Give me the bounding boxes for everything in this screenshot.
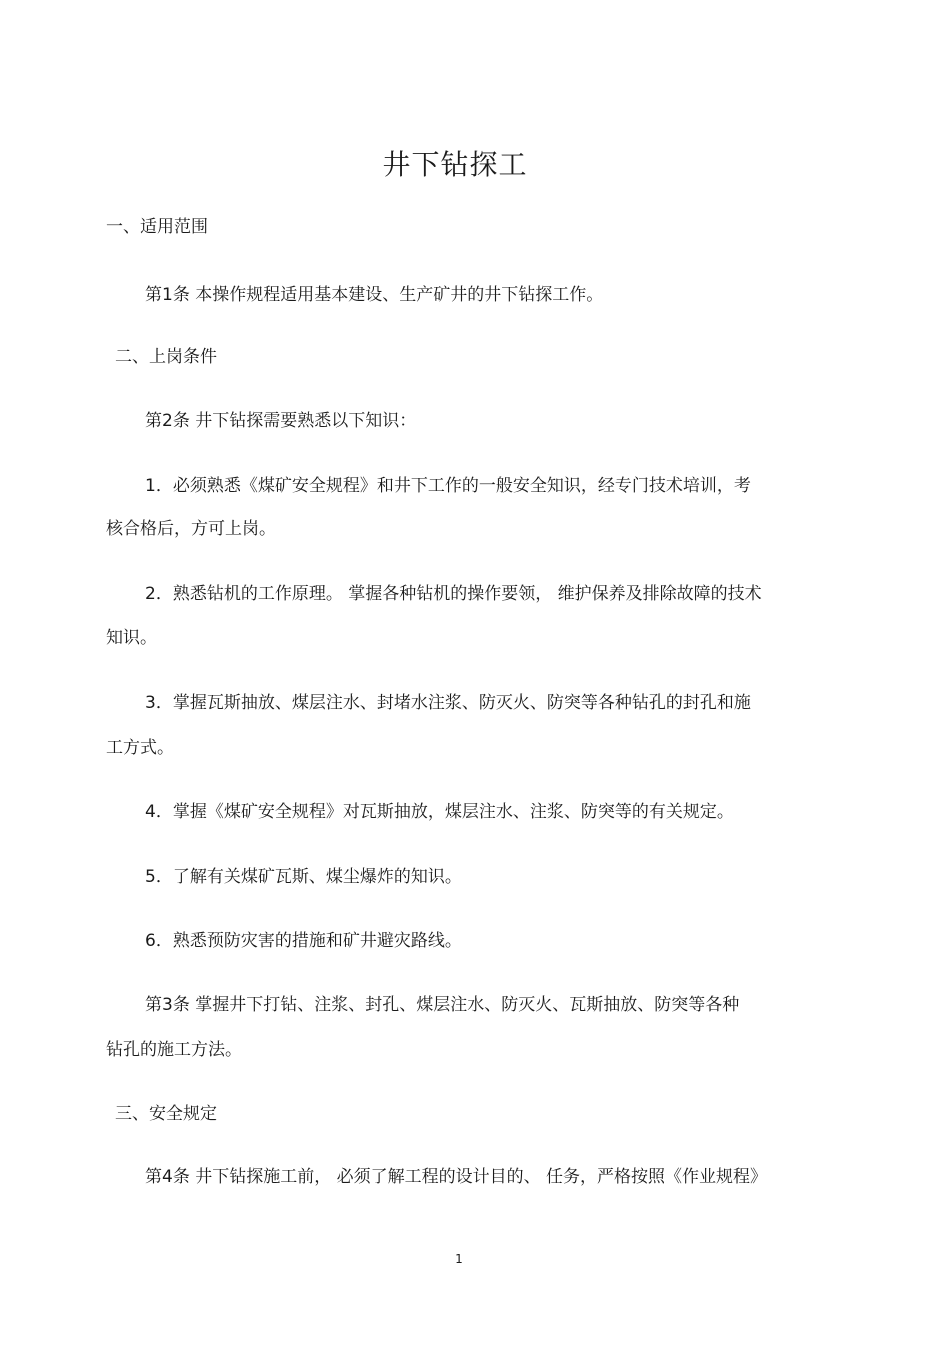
item-1-line-1: 1．必须熟悉《煤矿安全规程》和井下工作的一般安全知识，经专门技术培训，考 — [145, 476, 751, 496]
item-6: 6．熟悉预防灾害的措施和矿井避灾路线。 — [145, 931, 462, 951]
item-3-line-1: 3．掌握瓦斯抽放、煤层注水、封堵水注浆、防灭火、防突等各种钻孔的封孔和施 — [145, 693, 751, 713]
article-3-line-1: 第3条 掌握井下打钻、注浆、封孔、煤层注水、防灭火、瓦斯抽放、防突等各种 — [145, 995, 740, 1015]
section-heading-scope: 一、适用范围 — [106, 217, 208, 237]
item-2-line-1: 2．熟悉钻机的工作原理。 掌握各种钻机的操作要领， 维护保养及排除故障的技术 — [145, 584, 762, 604]
article-4: 第4条 井下钻探施工前， 必须了解工程的设计目的、 任务，严格按照《作业规程》 — [145, 1167, 768, 1187]
item-1-line-2: 核合格后，方可上岗。 — [106, 519, 276, 539]
article-1: 第1条 本操作规程适用基本建设、生产矿井的井下钻探工作。 — [145, 285, 604, 305]
item-4: 4．掌握《煤矿安全规程》对瓦斯抽放，煤层注水、注浆、防突等的有关规定。 — [145, 802, 734, 822]
article-2: 第2条 井下钻探需要熟悉以下知识： — [145, 411, 417, 431]
article-3-line-2: 钻孔的施工方法。 — [106, 1040, 242, 1060]
page-number: 1 — [455, 1252, 463, 1266]
section-heading-qualifications: 二、上岗条件 — [115, 347, 217, 367]
item-5: 5．了解有关煤矿瓦斯、煤尘爆炸的知识。 — [145, 867, 462, 887]
item-2-line-2: 知识。 — [106, 628, 157, 648]
section-heading-safety: 三、安全规定 — [115, 1104, 217, 1124]
item-3-line-2: 工方式。 — [106, 738, 174, 758]
document-title: 井下钻探工 — [382, 148, 528, 181]
